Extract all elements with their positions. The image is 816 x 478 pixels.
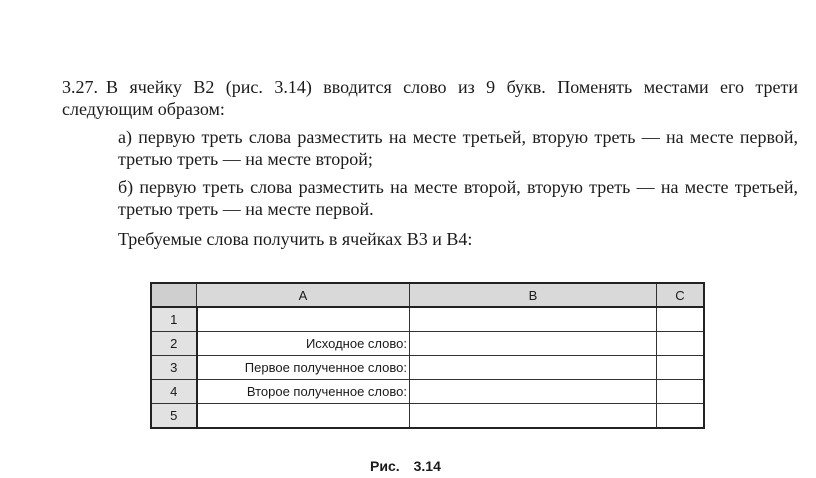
problem-text (62, 76, 798, 250)
cell-b4 (410, 380, 657, 404)
cell-a3: Первое полученное слово: (197, 356, 410, 380)
cell-b3 (410, 356, 657, 380)
cell-c5 (657, 404, 705, 429)
table-row (151, 332, 704, 356)
table-row (151, 380, 704, 404)
cell-c2 (657, 332, 705, 356)
statement-text: В ячейку В2 (рис. 3.14) вводится слово из 9 букв. Поменять местами его трети следующим образом: (62, 77, 798, 119)
spreadsheet-figure (150, 282, 705, 429)
caption-prefix: Рис. (370, 458, 400, 474)
cell-a1 (197, 307, 410, 332)
column-header-row (151, 283, 704, 307)
row-header: 2 (151, 332, 197, 356)
requirement-text: Требуемые слова получить в ячейках В3 и В4: (118, 229, 473, 249)
row-header: 5 (151, 404, 197, 429)
row-header: 1 (151, 307, 197, 332)
figure-caption (370, 458, 441, 474)
corner-cell (151, 283, 197, 307)
row-header: 3 (151, 356, 197, 380)
cell-a4: Второе полученное слово: (197, 380, 410, 404)
table-row (151, 307, 704, 332)
option-b: б) первую треть слова разместить на месте второй, вторую треть — на месте третьей, третью треть — на месте первой. (118, 177, 798, 219)
cell-a5 (197, 404, 410, 429)
column-header-c: C (657, 283, 705, 307)
cell-c4 (657, 380, 705, 404)
row-header: 4 (151, 380, 197, 404)
column-header-a: A (197, 283, 410, 307)
cell-b5 (410, 404, 657, 429)
cell-a2: Исходное слово: (197, 332, 410, 356)
cell-c1 (657, 307, 705, 332)
cell-c3 (657, 356, 705, 380)
problem-number: 3.27. (62, 77, 98, 97)
problem-statement (62, 76, 798, 120)
caption-number: 3.14 (413, 458, 441, 474)
table-row (151, 356, 704, 380)
option-a: а) первую треть слова разместить на месте третьей, вторую треть — на месте первой, третью треть — на месте второй; (118, 127, 798, 169)
cell-b1 (410, 307, 657, 332)
cell-b2 (410, 332, 657, 356)
column-header-b: B (410, 283, 657, 307)
table-row (151, 404, 704, 429)
